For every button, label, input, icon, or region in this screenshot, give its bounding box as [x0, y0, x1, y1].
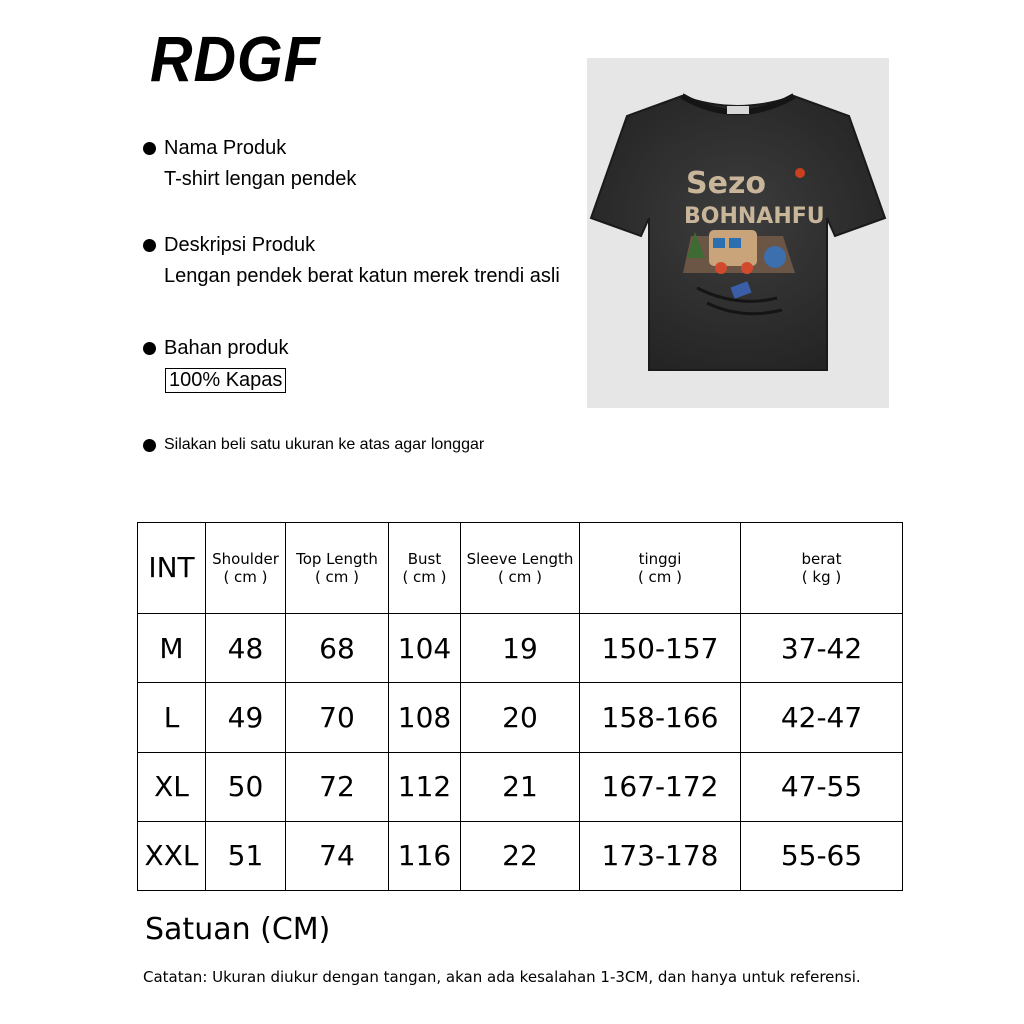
- table-cell: 22: [461, 821, 580, 890]
- header-shoulder: [206, 523, 286, 614]
- header-berat-label: berat: [801, 550, 842, 568]
- table-cell: 47-55: [741, 752, 903, 821]
- header-bust-unit: ( cm ): [402, 568, 447, 586]
- print-text-bohnahfu: BOHNAHFU: [684, 204, 825, 229]
- table-cell: 19: [461, 614, 580, 683]
- tshirt-label: [727, 106, 749, 114]
- bullet-icon: [143, 342, 156, 355]
- bullet-icon: [143, 239, 156, 252]
- table-cell: 68: [286, 614, 389, 683]
- header-sleeve-length: [461, 523, 580, 614]
- product-photo: [587, 58, 889, 408]
- header-sleeve-length-unit: ( cm ): [497, 568, 543, 586]
- header-bust-label: Bust: [407, 550, 442, 568]
- table-cell: 158-166: [580, 683, 741, 752]
- product-description-block: [143, 234, 560, 288]
- table-cell: 167-172: [580, 752, 741, 821]
- product-name-value: T-shirt lengan pendek: [164, 168, 357, 190]
- measurement-note: Catatan: Ukuran diukur dengan tangan, akan ada kesalahan 1-3CM, dan hanya untuk referensi.: [143, 968, 861, 986]
- table-cell: 104: [389, 614, 461, 683]
- table-cell: 42-47: [741, 683, 903, 752]
- table-cell: 21: [461, 752, 580, 821]
- product-description-label: Deskripsi Produk: [164, 234, 316, 256]
- table-cell: 70: [286, 683, 389, 752]
- table-row: [138, 683, 903, 752]
- table-row: [138, 752, 903, 821]
- bullet-icon: [143, 142, 156, 155]
- product-name-label: Nama Produk: [164, 137, 287, 159]
- table-cell: 116: [389, 821, 461, 890]
- table-cell: 112: [389, 752, 461, 821]
- table-cell: 48: [206, 614, 286, 683]
- table-row: [138, 614, 903, 683]
- table-cell: 108: [389, 683, 461, 752]
- size-advice-block: [143, 436, 484, 454]
- size-chart-table: [137, 522, 903, 891]
- product-material-block: [143, 337, 289, 393]
- header-tinggi-label: tinggi: [638, 550, 682, 568]
- header-berat: [741, 523, 903, 614]
- product-material-label: Bahan produk: [164, 337, 289, 359]
- product-material-value: 100% Kapas: [165, 368, 286, 393]
- size-cell: L: [138, 683, 206, 752]
- header-shoulder-label: Shoulder: [212, 550, 279, 568]
- product-description-value: Lengan pendek berat katun merek trendi asli: [164, 265, 560, 287]
- header-sleeve-length-label: Sleeve Length: [466, 550, 574, 568]
- bullet-icon: [143, 439, 156, 452]
- table-cell: 173-178: [580, 821, 741, 890]
- table-cell: 72: [286, 752, 389, 821]
- size-cell: XL: [138, 752, 206, 821]
- table-cell: 49: [206, 683, 286, 752]
- unit-note: Satuan (CM): [145, 912, 331, 947]
- table-cell: 50: [206, 752, 286, 821]
- table-cell: 74: [286, 821, 389, 890]
- table-cell: 51: [206, 821, 286, 890]
- brand-logo: RDGF: [150, 23, 321, 95]
- header-berat-unit: ( kg ): [801, 568, 842, 586]
- tshirt-image: [587, 58, 889, 408]
- header-top-length-label: Top Length: [296, 550, 378, 568]
- size-advice-text: Silakan beli satu ukuran ke atas agar longgar: [164, 436, 485, 453]
- header-bust: [389, 523, 461, 614]
- size-chart-header-row: [138, 523, 903, 614]
- table-cell: 20: [461, 683, 580, 752]
- print-text-sezo: Sezo: [686, 166, 767, 201]
- header-top-length-unit: ( cm ): [314, 568, 360, 586]
- header-top-length: [286, 523, 389, 614]
- size-cell: XXL: [138, 821, 206, 890]
- header-tinggi: [580, 523, 741, 614]
- header-int: [138, 523, 206, 614]
- product-name-block: [143, 137, 356, 191]
- header-int-label: INT: [148, 551, 195, 584]
- header-shoulder-unit: ( cm ): [223, 568, 268, 586]
- header-tinggi-unit: ( cm ): [637, 568, 683, 586]
- size-cell: M: [138, 614, 206, 683]
- table-cell: 55-65: [741, 821, 903, 890]
- table-row: [138, 821, 903, 890]
- table-cell: 150-157: [580, 614, 741, 683]
- table-cell: 37-42: [741, 614, 903, 683]
